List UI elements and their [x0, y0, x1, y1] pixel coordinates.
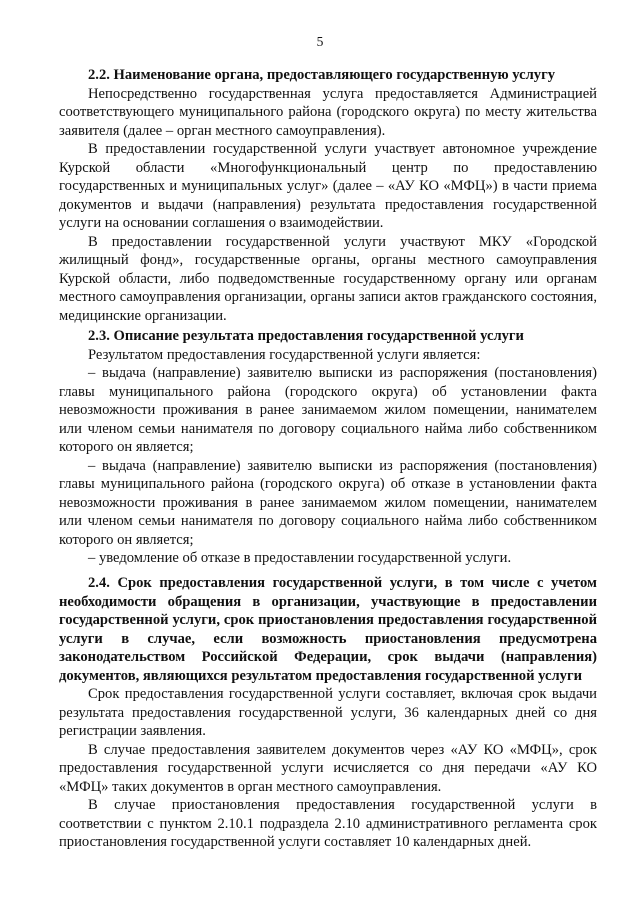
section-2-2	[59, 66, 597, 325]
list-item: – уведомление об отказе в предоставлении государственной услуги.	[88, 550, 512, 566]
section-2-3	[59, 327, 597, 568]
paragraph: В случае приостановления предоставления государственной услуги в соответствии с пунктом 2.10.1 подраздела 2.10 административного регламента срок приостановления государственной услуги составляет 10 календарных дней.	[59, 797, 597, 850]
paragraph: Срок предоставления государственной услуги составляет, включая срок выдачи результата предоставления государственной услуги, 36 календарных дней со дня регистрации заявления.	[59, 686, 597, 739]
section-heading: 2.4. Срок предоставления государственной услуги, в том числе с учетом необходимости обращения в организации, участвующие в предоставлении государственной услуги, срок приостановления предоставления государственной услуги в случае, если возможность приостановления предусмотрена законодательством Российской Федерации, срок выдачи (направления) документов, являющихся результатом предоставления государственной услуги	[59, 575, 597, 684]
list-item: – выдача (направление) заявителю выписки из распоряжения (постановления) главы муниципального района (городского округа) об установлении факта невозможности проживания в ранее занимаемом жилом помещении, нанимателем или членом семьи нанимателя по договору социального найма либо собственником которого он является;	[59, 365, 597, 455]
paragraph: Результатом предоставления государственной услуги является:	[88, 346, 481, 363]
paragraph: В случае предоставления заявителем документов через «АУ КО «МФЦ», срок предоставления государственной услуги исчисляется со дня передачи «АУ КО «МФЦ» таких документов в орган местного самоуправления.	[59, 741, 597, 795]
page-number: 5	[316, 34, 324, 49]
section-2-4	[59, 574, 597, 852]
section-heading: 2.2. Наименование органа, предоставляющего государственную услугу	[88, 67, 556, 83]
paragraph: В предоставлении государственной услуги участвуют МКУ «Городской жилищный фонд», государственные органы, органы местного самоуправления Курской области, либо подведомственные государственному органу или органам местного самоуправления организации, органы записи актов гражданского состояния, медицинские организации.	[59, 233, 597, 324]
paragraph: В предоставлении государственной услуги участвует автономное учреждение Курской области «Многофункциональный центр по предоставлению государственных и муниципальных услуг» (далее – «АУ КО «МФЦ») в части приема документов и выдачи (направления) результата предоставления государственной услуги на основании соглашения о взаимодействии.	[59, 141, 597, 231]
list-item: – выдача (направление) заявителю выписки из распоряжения (постановления) главы муниципального района (городского округа) об отказе в установлении факта невозможности проживания в ранее занимаемом жилом помещении, нанимателем или членом семьи нанимателя по договору социального найма либо собственником которого он является;	[59, 457, 597, 548]
paragraph: Непосредственно государственная услуга предоставляется Администрацией соответствующего муниципального района (городского округа) по месту жительства заявителя (далее – орган местного самоуправления).	[59, 85, 597, 139]
section-heading: 2.3. Описание результата предоставления государственной услуги	[88, 328, 524, 344]
